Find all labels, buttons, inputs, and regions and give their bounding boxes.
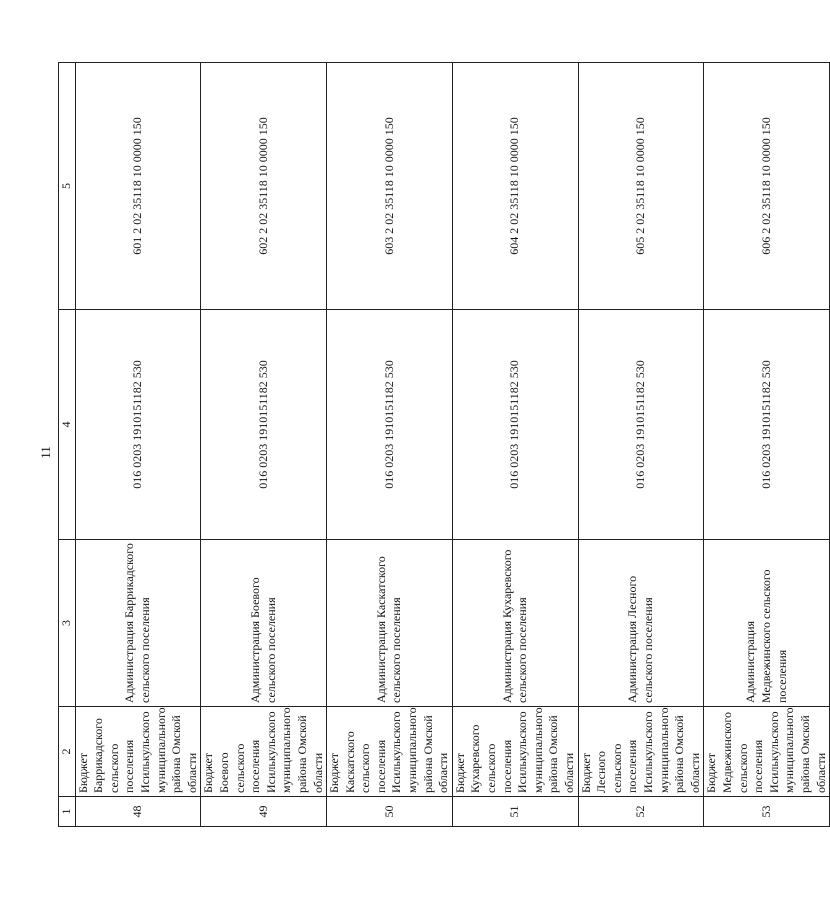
expense-code: 016 0203 1910151182 530: [75, 310, 201, 540]
row-number: 49: [201, 797, 327, 827]
row-number: 52: [578, 797, 704, 827]
column-header: 3: [59, 540, 76, 707]
revenue-code: 602 2 02 35118 10 0000 150: [201, 63, 327, 310]
column-header: 2: [59, 707, 76, 797]
expense-code: 016 0203 1910151182 530: [578, 310, 704, 540]
row-number: 50: [327, 797, 453, 827]
administrator-name: Администрация Каскатского сельского поселения: [327, 540, 453, 707]
budget-table: [58, 62, 830, 827]
table-row: [578, 63, 704, 827]
expense-code: 016 0203 1910151182 530: [327, 310, 453, 540]
revenue-code: 605 2 02 35118 10 0000 150: [578, 63, 704, 310]
table-row: [327, 63, 453, 827]
revenue-code: 606 2 02 35118 10 0000 150: [704, 63, 830, 310]
column-header: 5: [59, 63, 76, 310]
expense-code: 016 0203 1910151182 530: [704, 310, 830, 540]
budget-name: Бюджет Медвежинского сельского поселения Исилькульского муниципального района Омской области: [704, 707, 830, 797]
expense-code: 016 0203 1910151182 530: [452, 310, 578, 540]
table-row: [201, 63, 327, 827]
page-number: 11: [38, 446, 53, 459]
administrator-name: Администрация Кухаревского сельского поселения: [452, 540, 578, 707]
revenue-code: 601 2 02 35118 10 0000 150: [75, 63, 201, 310]
budget-name: Бюджет Каскатского сельского поселения Исилькульского муниципального района Омской области: [327, 707, 453, 797]
column-header: 4: [59, 310, 76, 540]
table-row: [452, 63, 578, 827]
row-number: 51: [452, 797, 578, 827]
administrator-name: Администрация Баррикадского сельского поселения: [75, 540, 201, 707]
table-row: [75, 63, 201, 827]
budget-name: Бюджет Баррикадского сельского поселения Исилькульского муниципального района Омской области: [75, 707, 201, 797]
expense-code: 016 0203 1910151182 530: [201, 310, 327, 540]
revenue-code: 603 2 02 35118 10 0000 150: [327, 63, 453, 310]
column-header: 1: [59, 797, 76, 827]
administrator-name: Администрация Медвежинского сельского поселения: [704, 540, 830, 707]
table-header-row: [59, 63, 76, 827]
budget-name: Бюджет Кухаревского сельского поселения Исилькульского муниципального района Омской области: [452, 707, 578, 797]
row-number: 48: [75, 797, 201, 827]
administrator-name: Администрация Лесного сельского поселения: [578, 540, 704, 707]
budget-name: Бюджет Лесного сельского поселения Исилькульского муниципального района Омской области: [578, 707, 704, 797]
administrator-name: Администрация Боевого сельского поселения: [201, 540, 327, 707]
revenue-code: 604 2 02 35118 10 0000 150: [452, 63, 578, 310]
row-number: 53: [704, 797, 830, 827]
budget-name: Бюджет Боевого сельского поселения Исилькульского муниципального района Омской области: [201, 707, 327, 797]
table-row: [704, 63, 830, 827]
